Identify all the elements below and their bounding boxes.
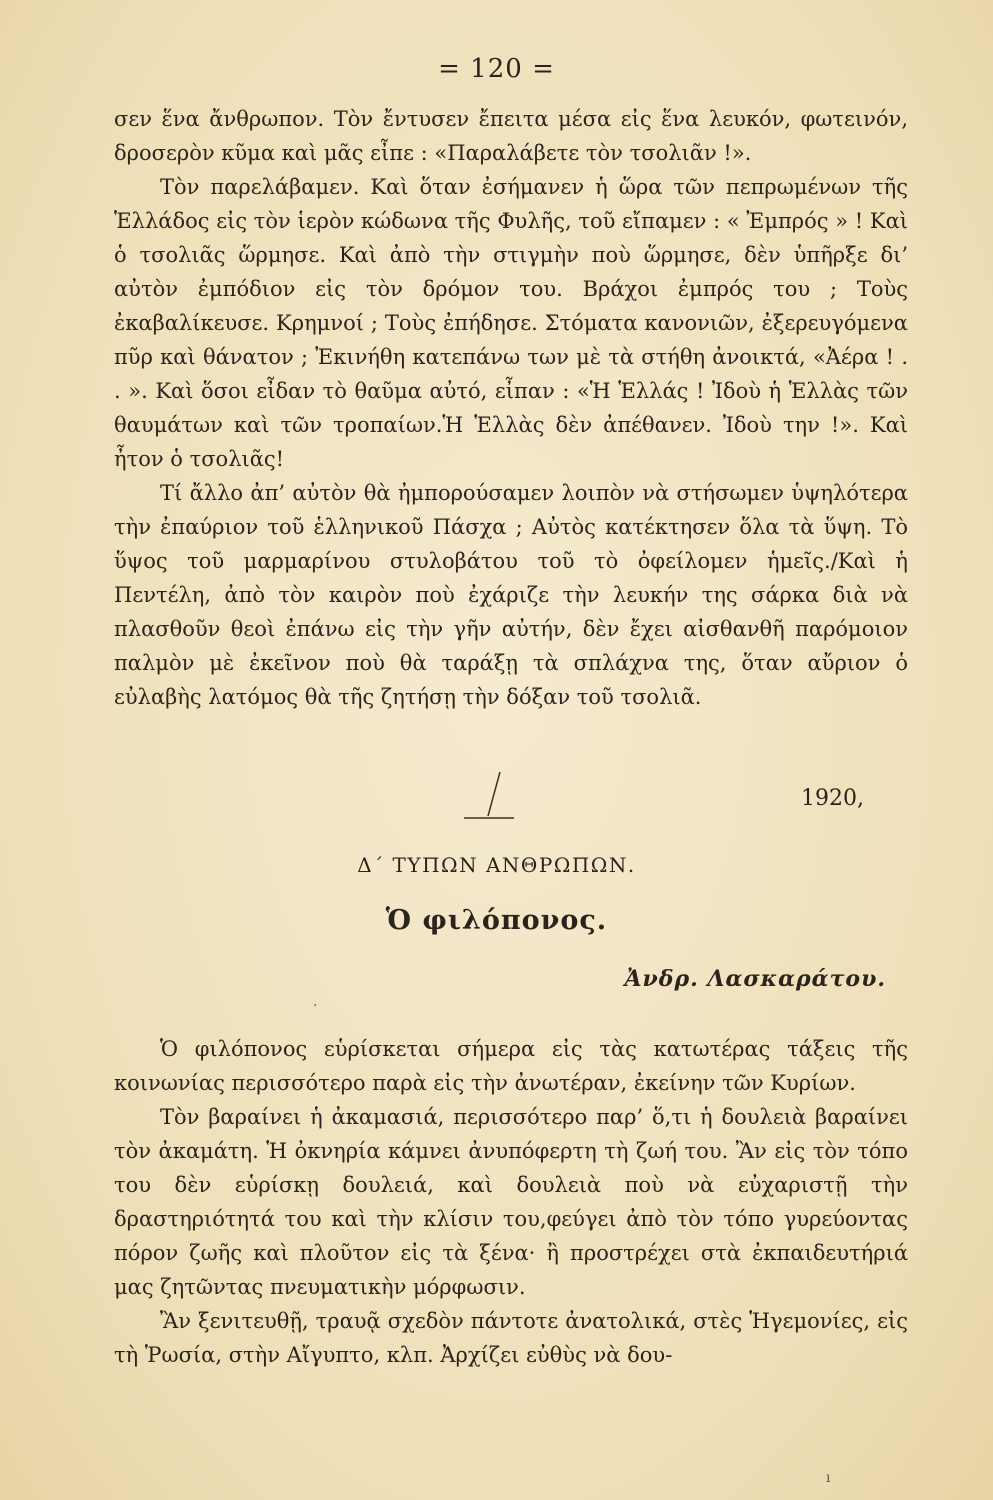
ink-speck: · [313, 998, 318, 1014]
section-1-text [114, 102, 908, 714]
paragraph: Τί ἄλλο ἀπ’ αὐτὸν θὰ ἠμπορούσαμεν λοιπὸν νὰ στήσωμεν ὑψηλότερα τὴν ἐπαύριον τοῦ ἑλληνικοῦ Πάσχα ; Αὐτὸς κατέκτησεν ὅλα τὰ ὕψη. Τὸ ὕψος τοῦ μαρμαρίνου στυλοβάτου τοῦ τὸ ὀφείλομεν ἡμεῖς./Καὶ ἡ Πεντέλη, ἀπὸ τὸν καιρὸν ποὺ ἐχάριζε τὴν λευκήν της σάρκα διὰ νὰ πλασθοῦν θεοὶ ἐπάνω εἰς τὴν γῆν αὐτήν, δὲν ἔχει αἰσθανθῆ παρόμοιον παλμὸν μὲ ἐκεῖνον ποὺ θὰ ταράξῃ τὰ σπλάχνα της, ὅταν αὔριον ὁ εὐλαβὴς λατόμος θὰ τῆς ζητήσῃ τὴν δόξαν τοῦ τσολιᾶ. [114, 481, 908, 709]
paragraph: σεν ἕνα ἄνθρωπον. Τὸν ἔντυσεν ἔπειτα μέσα εἰς ἕνα λευκόν, φωτεινόν, δροσερὸν κῦμα καὶ μᾶς εἶπε : «Παραλάβετε τὸν τσολιᾶν !». [114, 107, 908, 165]
page-number: = 120 = [438, 54, 555, 84]
paragraph: Τὸν βαραίνει ἡ ἀκαμασιά, περισσότερο παρ’ ὅ,τι ἡ δουλειὰ βαραίνει τὸν ἀκαμάτη. Ἡ ὀκνηρία κάμνει ἀνυπόφερτη τὴ ζωή του. Ἂν εἰς τὸν τόπο του δὲν εὑρίσκῃ δουλειά, καὶ δουλειὰ ποὺ νὰ εὐχαριστῇ τὴν δραστηριότητά του καὶ τὴν κλίσιν του,φεύγει ἀπὸ τὸν τόπο γυρεύοντας πόρον ζωῆς καὶ πλοῦτον εἰς τὰ ξένα· ἢ προστρέχει στὰ ἐκπαιδευτήριά μας ζητῶντας πνευματικὴν μόρφωσιν. [114, 1105, 908, 1299]
author-name: Ἀνδρ. Λασκαράτου. [624, 966, 886, 992]
section-2-text [114, 1032, 908, 1372]
paragraph: Ἂν ξενιτευθῇ, τραυᾷ σχεδὸν πάντοτε ἀνατολικά, στὲς Ἡγεμονίες, εἰς τὴ Ῥωσία, στὴν Αἴγυπτο, κλπ. Ἀρχίζει εὐθὺς νὰ δου- [114, 1309, 908, 1367]
pencil-slash-mark [462, 770, 516, 822]
article-title: Ὁ φιλόπονος. [385, 905, 608, 936]
paragraph: Ὁ φιλόπονος εὑρίσκεται σήμερα εἰς τὰς κατωτέρας τάξεις τῆς κοινωνίας περισσότερο παρὰ εἰς τὴν ἀνωτέραν, ἐκείνην τῶν Κυρίων. [114, 1037, 908, 1095]
section-heading: Δ΄ ΤΥΠΩΝ ΑΝΘΡΩΠΩΝ. [357, 853, 636, 877]
year: 1920, [801, 786, 864, 811]
paragraph: Τὸν παρελάβαμεν. Καὶ ὅταν ἐσήμανεν ἡ ὥρα τῶν πεπρωμένων τῆς Ἑλλάδος εἰς τὸν ἱερὸν κώδωνα τῆς Φυλῆς, τοῦ εἴπαμεν : « Ἐμπρός » ! Καὶ ὁ τσολιᾶς ὥρμησε. Καὶ ἀπὸ τὴν στιγμὴν ποὺ ὥρμησε, δὲν ὑπῆρξε δι’ αὐτὸν ἐμπόδιον εἰς τὸν δρόμον του. Βράχοι ἐμπρός του ; Τοὺς ἐκαβαλίκευσε. Κρημνοί ; Τοὺς ἐπήδησε. Στόματα κανονιῶν, ἐξερευγόμενα πῦρ καὶ θάνατον ; Ἐκινήθη κατεπάνω των μὲ τὰ στήθη ἀνοικτά, «Ἀέρα ! . . ». Καὶ ὅσοι εἶδαν τὸ θαῦμα αὐτό, εἶπαν : «Ἡ Ἑλλάς ! Ἰδοὺ ἡ Ἑλλὰς τῶν θαυμάτων καὶ τῶν τροπαίων.Ἡ Ἑλλὰς δὲν ἀπέθανεν. Ἰδοὺ την !». Καὶ ἦτον ὁ τσολιᾶς! [114, 175, 908, 471]
ink-speck: ı [826, 1470, 831, 1486]
